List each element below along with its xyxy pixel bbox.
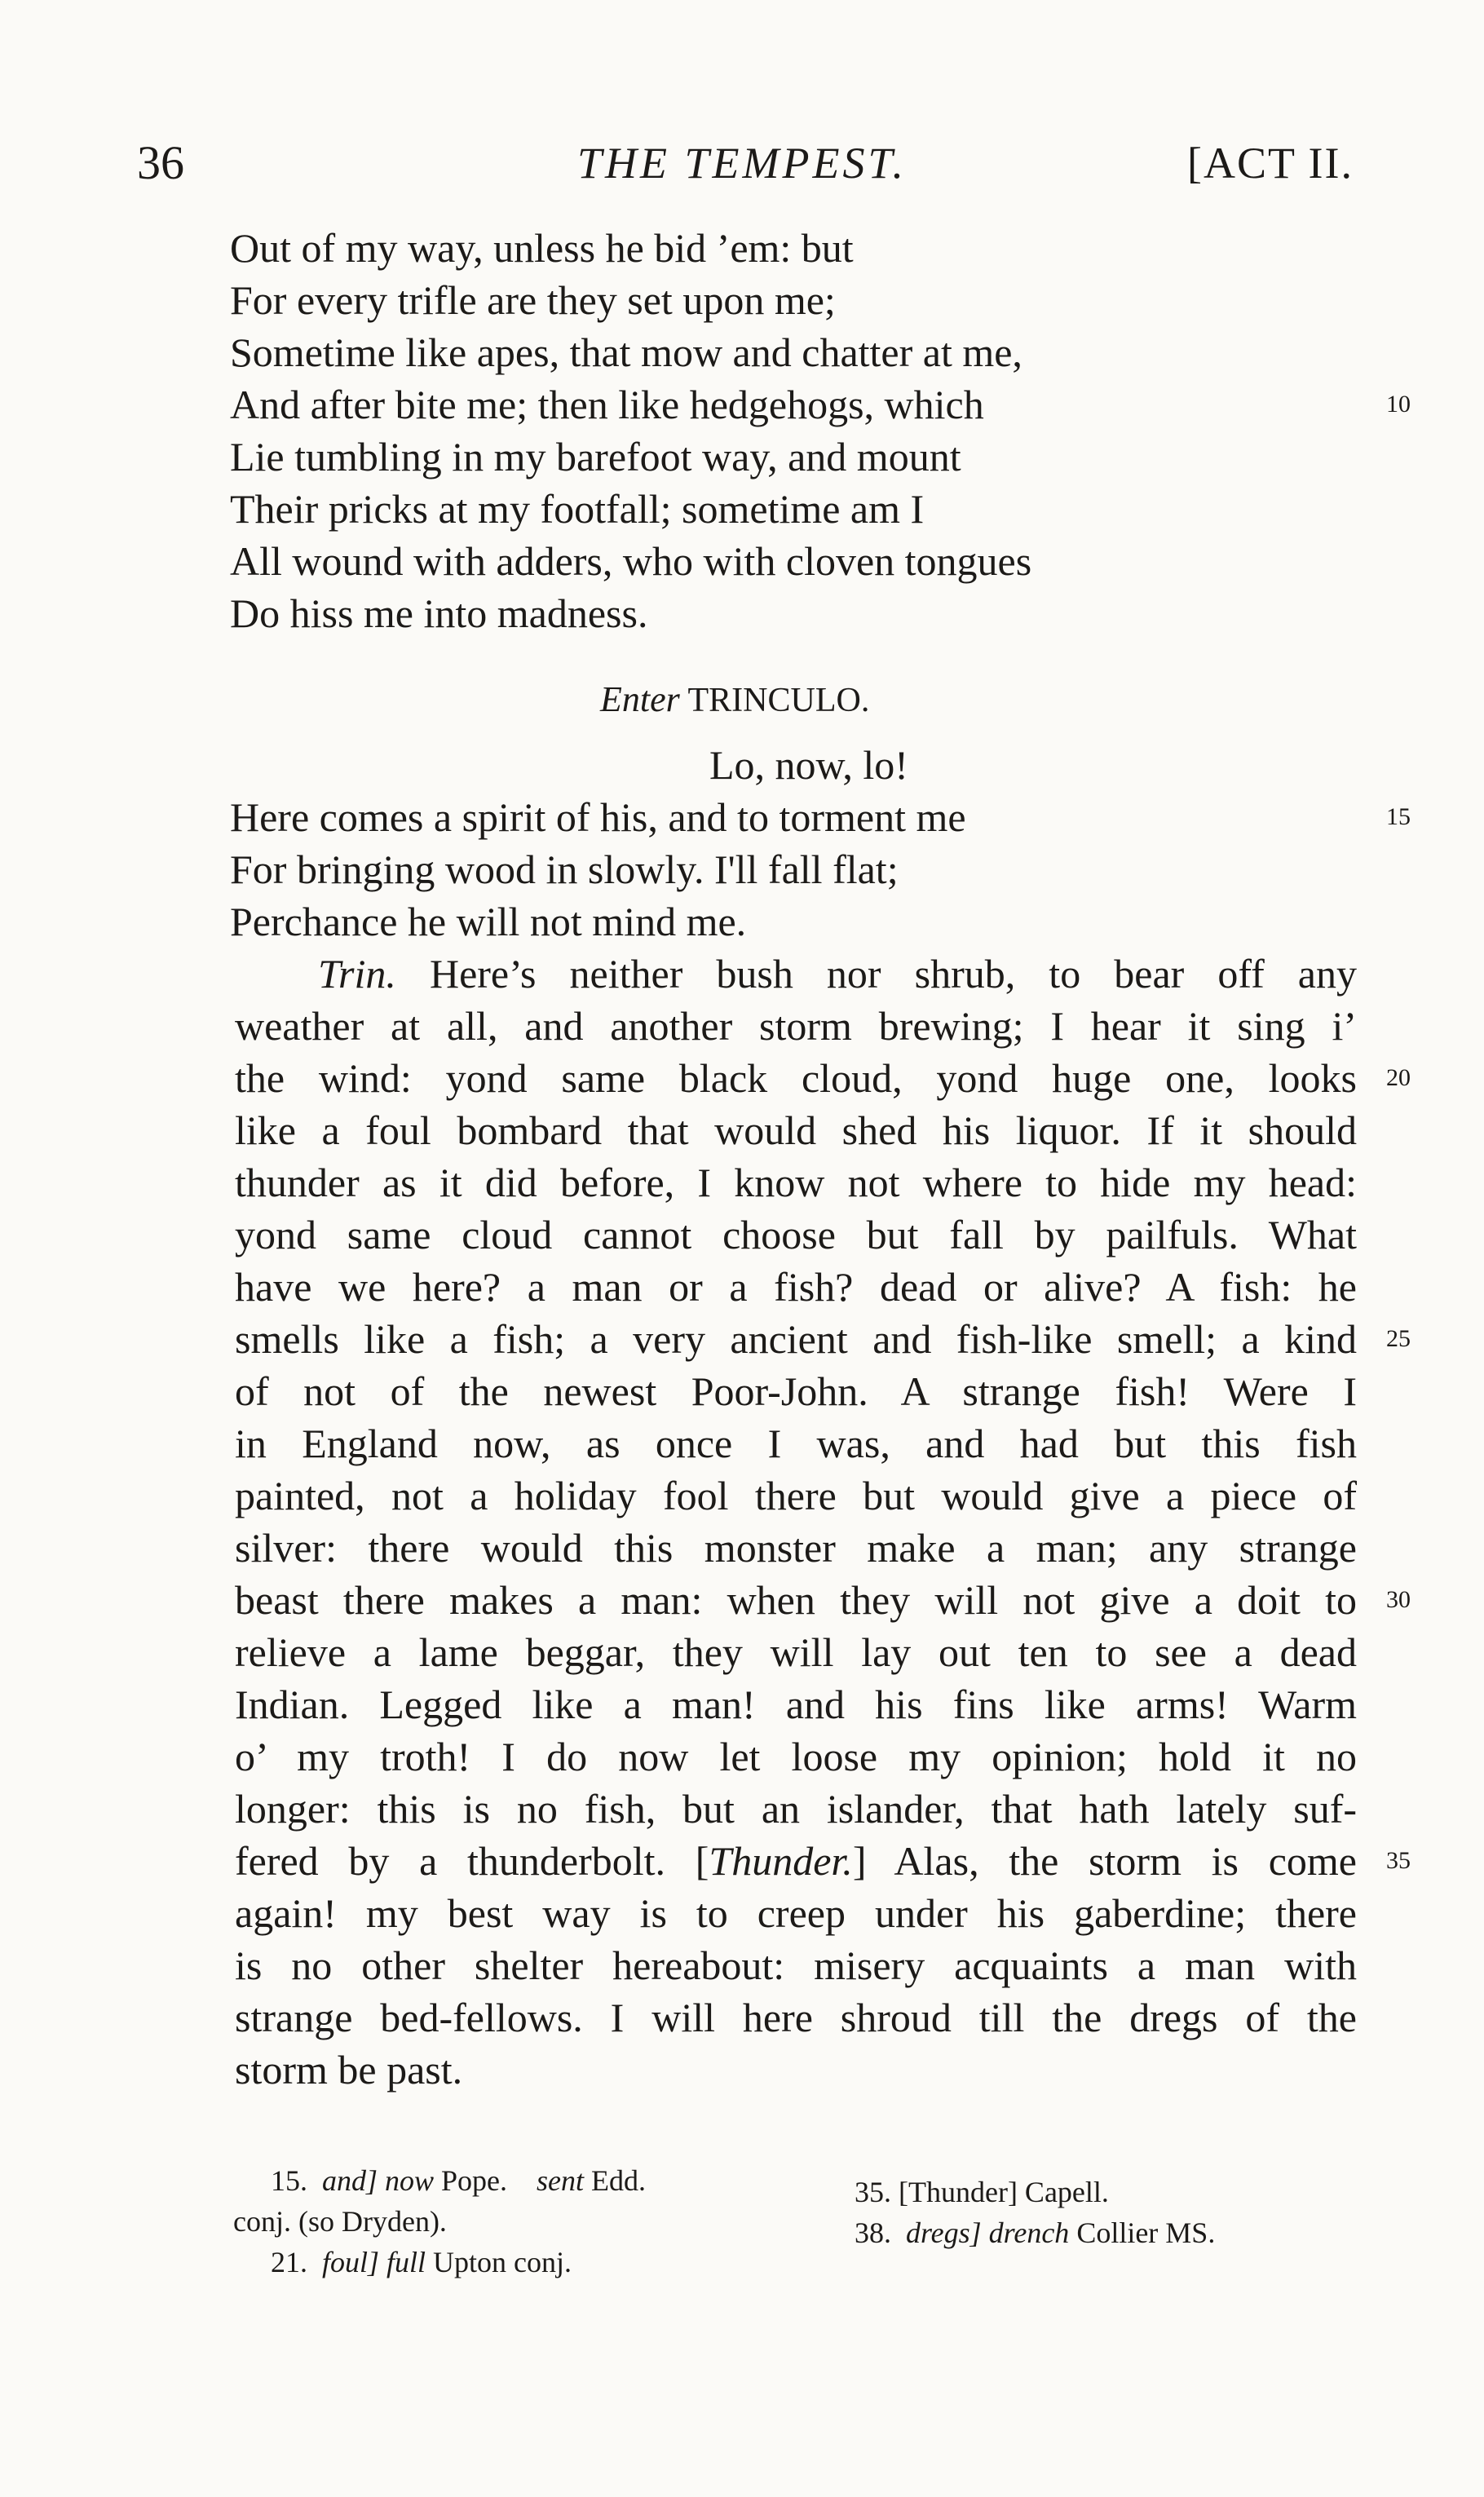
footnote-source: Pope. <box>434 2164 508 2197</box>
prose-line: the wind: yond same black cloud, yond huge one, looks <box>235 1055 1357 1101</box>
footnote-lemma: foul] <box>322 2246 380 2278</box>
prose-line: o’ my troth! I do now let loose my opinion; hold it no <box>235 1734 1357 1779</box>
footnote-reading: sent <box>537 2164 585 2197</box>
footnote-number: 21. <box>271 2246 307 2278</box>
footnote-source: Edd. <box>584 2164 647 2197</box>
verse-line: For bringing wood in slowly. I'll fall flat; <box>230 846 899 892</box>
verse-line: Lie tumbling in my barefoot way, and mount <box>230 434 961 480</box>
speaker-name: Trin. <box>318 951 396 997</box>
line-number: 30 <box>1386 1586 1411 1613</box>
verse-line: For every trifle are they set upon me; <box>230 277 836 323</box>
prose-text: Here’s neither bush nor shrub, to bear off any <box>429 951 1357 997</box>
prose-line <box>235 1835 1357 1887</box>
prose-line: longer: this is no fish, but an islander, that hath lately suf- <box>235 1786 1357 1832</box>
footnote-35: 35. [Thunder] Capell. <box>855 2176 1109 2208</box>
footnote-source: Collier MS. <box>1069 2216 1216 2249</box>
stage-direction-verb: Enter <box>600 679 680 719</box>
character-name: TRINCULO. <box>687 682 870 719</box>
prose-line <box>318 948 1357 1000</box>
prose-line: Indian. Legged like a man! and his fins like arms! Warm <box>235 1682 1357 1727</box>
footnote-15-continued: conj. (so Dryden). <box>233 2205 447 2238</box>
verse-line: Lo, now, lo! <box>709 742 908 788</box>
footnote-number: 38. <box>855 2216 891 2249</box>
verse-line: Do hiss me into madness. <box>230 590 648 636</box>
prose-line: painted, not a holiday fool there but would give a piece of <box>235 1473 1357 1518</box>
footnote-38 <box>855 2213 1215 2252</box>
footnote-reading: now <box>385 2164 435 2197</box>
prose-line: yond same cloud cannot choose but fall by pailfuls. What <box>235 1212 1357 1257</box>
footnote-reading: full <box>386 2246 426 2278</box>
verse-line: All wound with adders, who with cloven tongues <box>230 538 1032 584</box>
prose-line: relieve a lame beggar, they will lay out ten to see a dead <box>235 1629 1357 1675</box>
prose-text: fered by a thunderbolt. [ <box>235 1838 709 1884</box>
running-title: THE TEMPEST. <box>576 139 907 188</box>
footnote-lemma: dregs] <box>906 2216 982 2249</box>
stage-direction <box>600 677 869 723</box>
footnote-reading: drench <box>988 2216 1070 2249</box>
verse-line: Out of my way, unless he bid ’em: but <box>230 225 854 271</box>
verse-line: Here comes a spirit of his, and to torment me <box>230 794 966 840</box>
footnote-source: Upton conj. <box>426 2246 572 2278</box>
verse-line: Sometime like apes, that mow and chatter at me, <box>230 329 1022 375</box>
line-number: 10 <box>1386 391 1411 418</box>
prose-line: storm be past. <box>235 2047 463 2093</box>
prose-line: smells like a fish; a very ancient and fish-like smell; a kind <box>235 1316 1357 1362</box>
prose-line: of not of the newest Poor-John. A strange fish! Were I <box>235 1368 1357 1414</box>
line-number: 25 <box>1386 1325 1411 1352</box>
line-number: 35 <box>1386 1847 1411 1874</box>
prose-line: in England now, as once I was, and had but this fish <box>235 1421 1357 1466</box>
page-number: 36 <box>137 136 184 189</box>
footnote-lemma: and] <box>322 2164 378 2197</box>
prose-line: again! my best way is to creep under his gaberdine; there <box>235 1890 1357 1936</box>
prose-line: strange bed-fellows. I will here shroud till the dregs of the <box>235 1995 1357 2040</box>
verse-line: Their pricks at my footfall; sometime am I <box>230 486 925 532</box>
prose-line: have we here? a man or a fish? dead or alive? A fish: he <box>235 1264 1357 1310</box>
act-label: [ACT II. <box>1187 139 1354 188</box>
prose-line: silver: there would this monster make a man; any strange <box>235 1525 1357 1571</box>
prose-line: weather at all, and another storm brewing; I hear it sing i’ <box>235 1003 1357 1049</box>
prose-line: like a foul bombard that would shed his liquor. If it should <box>235 1107 1357 1153</box>
prose-line: beast there makes a man: when they will not give a doit to <box>235 1577 1357 1623</box>
verse-line: And after bite me; then like hedgehogs, which <box>230 382 984 427</box>
stage-direction-thunder: Thunder. <box>709 1838 853 1884</box>
line-number: 15 <box>1386 803 1411 830</box>
line-number: 20 <box>1386 1064 1411 1091</box>
prose-text: ] Alas, the storm is come <box>852 1838 1357 1884</box>
prose-line: is no other shelter hereabout: misery acquaints a man with <box>235 1942 1357 1988</box>
footnote-number: 15. <box>271 2164 307 2197</box>
verse-line: Perchance he will not mind me. <box>230 899 747 944</box>
prose-line: thunder as it did before, I know not where to hide my head: <box>235 1160 1357 1205</box>
footnote-15 <box>271 2161 646 2200</box>
footnote-21 <box>271 2243 572 2282</box>
